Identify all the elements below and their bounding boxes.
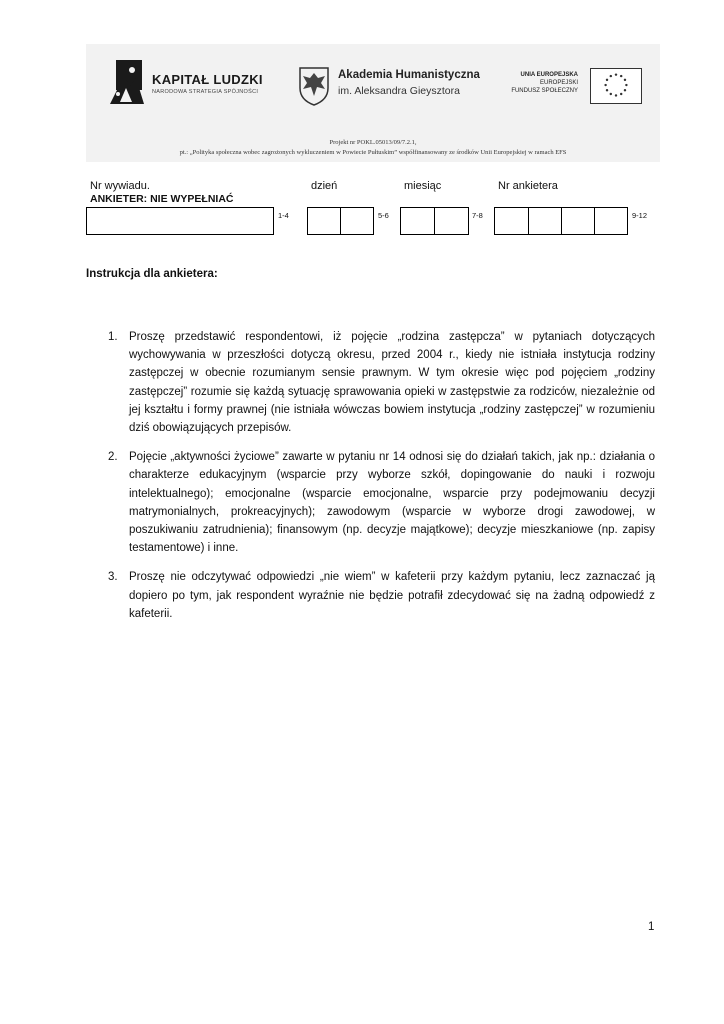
interviewer-note: ANKIETER: NIE WYPEŁNIAĆ bbox=[90, 193, 234, 205]
code-9-12: 9-12 bbox=[632, 211, 648, 220]
day-box-2[interactable] bbox=[340, 207, 374, 235]
project-title: pt.: „Polityka społeczna wobec zagrożonych wykluczeniem w Powiecie Pułtuskim” współfinansowany ze środków Unii Europejskiej w ramach EFS bbox=[179, 149, 567, 156]
instruction-item bbox=[108, 448, 655, 557]
instruction-text: Pojęcie „aktywności życiowe” zawarte w pytaniu nr 14 odnosi się do działań takich, jak np.: działania o charakterze edukacyjnym (wsparcie przy wyborze szkół, dopingowanie do nauki i rozwoju intelektualnego); emocjonalne (wsparcie emocjonalne, wsparcie przy podejmowaniu decyzji matrymonialnych, prokreacyjnych); zawodowym (wsparcie w wyborze drogi zawodowej, w poszukiwaniu zatrudnienia); finansowym (np. decyzje majątkowe); decyzje mieszkaniowe (np. zapisy testamentowe) i inne. bbox=[129, 451, 655, 555]
interviewer-number-label: Nr ankietera bbox=[498, 180, 558, 192]
instruction-item bbox=[108, 328, 655, 437]
code-7-8: 7-8 bbox=[472, 211, 483, 220]
month-box-1[interactable] bbox=[400, 207, 435, 235]
page-number: 1 bbox=[648, 921, 655, 933]
interviewer-box-3[interactable] bbox=[561, 207, 595, 235]
month-box-2[interactable] bbox=[434, 207, 469, 235]
interviewer-box-2[interactable] bbox=[528, 207, 562, 235]
instruction-number: 1. bbox=[108, 331, 118, 343]
project-number: Projekt nr POKL.05013/09/7.2.1, bbox=[329, 139, 417, 146]
eu-logo bbox=[506, 68, 646, 108]
kapital-ludzki-subtitle: NARODOWA STRATEGIA SPÓJNOŚCI bbox=[152, 89, 259, 95]
eu-text bbox=[511, 71, 578, 95]
eu-line1: UNIA EUROPEJSKA bbox=[520, 72, 578, 78]
interview-number-label: Nr wywiadu. bbox=[90, 180, 150, 192]
code-5-6: 5-6 bbox=[378, 211, 389, 220]
instruction-number: 3. bbox=[108, 571, 118, 584]
interviewer-box-4[interactable] bbox=[594, 207, 628, 235]
instruction-number: 2. bbox=[108, 451, 118, 464]
instruction-text: Proszę przedstawić respondentowi, iż pojęcie „rodzina zastępcza” w pytaniach dotyczących wychowywania w przeszłości dotyczą okresu, przed 2004 r., kiedy nie istniała instytucja rodziny zastępczej w obecnie rozumianym sensie prawnym. W tym okresie więc pod pojęciem „rodziny zastępczej” rozumie się każdą sytuację sprawowania opieki w zastępstwie za rodziców, niezależnie od jej kształtu i formy prawnej (nie istniała wówczas bowiem instytucja „rodziny zastępczej” w rozumieniu dziś obowiązujących przepisów. bbox=[129, 331, 655, 435]
kapital-ludzki-logo bbox=[110, 58, 263, 108]
eagle-crest-icon bbox=[296, 64, 332, 106]
eu-flag-icon bbox=[590, 68, 642, 104]
interview-number-box[interactable] bbox=[86, 207, 274, 235]
academy-patron: im. Aleksandra Gieysztora bbox=[338, 85, 460, 97]
academy-name: Akademia Humanistyczna bbox=[338, 69, 480, 81]
day-label: dzień bbox=[311, 180, 338, 192]
instruction-item bbox=[108, 568, 655, 623]
interviewer-box-1[interactable] bbox=[494, 207, 529, 235]
kapital-ludzki-emblem-icon bbox=[110, 58, 146, 106]
instruction-text: Proszę nie odczytywać odpowiedzi „nie wiem” w kafeterii przy każdym pytaniu, lecz zaznaczać ją dopiero po tym, jak respondent wyraźnie nie będzie potrafił zdecydować się na żadną odpowiedź z kafeterii. bbox=[129, 571, 655, 620]
instructions-list bbox=[108, 328, 655, 623]
header-banner bbox=[86, 44, 660, 162]
code-1-4: 1-4 bbox=[278, 211, 289, 220]
academy-logo bbox=[296, 64, 496, 108]
kapital-ludzki-title: KAPITAŁ LUDZKI bbox=[152, 72, 263, 87]
day-box-1[interactable] bbox=[307, 207, 341, 235]
instructions-title: Instrukcja dla ankietera: bbox=[86, 268, 218, 280]
eu-line3: FUNDUSZ SPOŁECZNY bbox=[511, 88, 578, 94]
eu-line2: EUROPEJSKI bbox=[539, 80, 578, 86]
month-label: miesiąc bbox=[404, 180, 442, 192]
